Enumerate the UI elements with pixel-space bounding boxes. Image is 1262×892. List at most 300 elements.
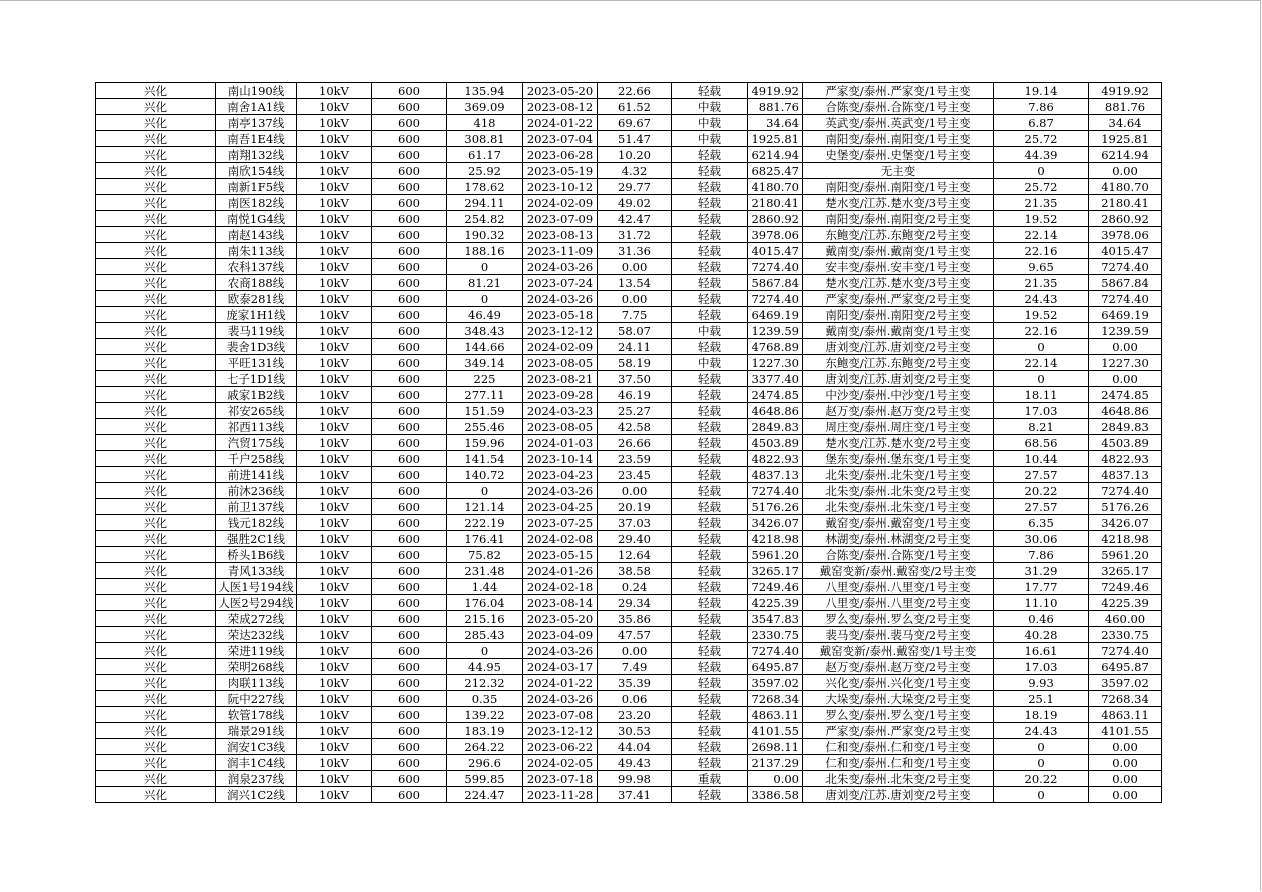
load-class-cell: 轻载: [672, 83, 748, 99]
transformer-rate-cell: 19.52: [994, 307, 1089, 323]
remaining-capacity-cell: 5176.26: [1089, 499, 1162, 515]
max-load-cell: 231.48: [447, 563, 523, 579]
voltage-cell: 10kV: [297, 611, 372, 627]
date-cell: 2024-02-08: [523, 531, 598, 547]
date-cell: 2023-07-08: [523, 707, 598, 723]
transformer-cell: 仁和变/泰州.仁和变/1号主变: [803, 739, 994, 755]
transformer-cell: 仁和变/泰州.仁和变/1号主变: [803, 755, 994, 771]
limit-cell: 600: [372, 611, 447, 627]
load-class-cell: 轻载: [672, 675, 748, 691]
region-cell: 兴化: [96, 323, 216, 339]
open-capacity-cell: 2330.75: [748, 627, 803, 643]
region-cell: 兴化: [96, 195, 216, 211]
open-capacity-cell: 1239.59: [748, 323, 803, 339]
table-row: [96, 723, 1162, 739]
table-row: [96, 467, 1162, 483]
remaining-capacity-cell: 0.00: [1089, 739, 1162, 755]
limit-cell: 600: [372, 195, 447, 211]
load-class-cell: 轻载: [672, 451, 748, 467]
region-cell: 兴化: [96, 419, 216, 435]
max-load-cell: 135.94: [447, 83, 523, 99]
load-class-cell: 轻载: [672, 227, 748, 243]
region-cell: 兴化: [96, 771, 216, 787]
transformer-rate-cell: 0: [994, 339, 1089, 355]
voltage-cell: 10kV: [297, 643, 372, 659]
max-load-cell: 1.44: [447, 579, 523, 595]
date-cell: 2023-04-23: [523, 467, 598, 483]
open-capacity-cell: 4015.47: [748, 243, 803, 259]
limit-cell: 600: [372, 467, 447, 483]
table-row: [96, 499, 1162, 515]
transformer-cell: 无主变: [803, 163, 994, 179]
open-capacity-cell: 6495.87: [748, 659, 803, 675]
date-cell: 2024-01-26: [523, 563, 598, 579]
limit-cell: 600: [372, 275, 447, 291]
limit-cell: 600: [372, 755, 447, 771]
transformer-rate-cell: 19.14: [994, 83, 1089, 99]
load-class-cell: 轻载: [672, 755, 748, 771]
load-rate-cell: 42.58: [598, 419, 672, 435]
transformer-rate-cell: 6.87: [994, 115, 1089, 131]
transformer-cell: 唐刘变/江苏.唐刘变/2号主变: [803, 787, 994, 803]
load-class-cell: 轻载: [672, 659, 748, 675]
transformer-rate-cell: 30.06: [994, 531, 1089, 547]
date-cell: 2023-12-12: [523, 723, 598, 739]
line-name-cell: 南新1F5线: [216, 179, 297, 195]
transformer-rate-cell: 25.72: [994, 131, 1089, 147]
open-capacity-cell: 0.00: [748, 771, 803, 787]
date-cell: 2023-10-12: [523, 179, 598, 195]
table-row: [96, 227, 1162, 243]
max-load-cell: 176.04: [447, 595, 523, 611]
date-cell: 2024-01-03: [523, 435, 598, 451]
transformer-cell: 安丰变/泰州.安丰变/1号主变: [803, 259, 994, 275]
load-rate-cell: 7.75: [598, 307, 672, 323]
transformer-rate-cell: 0: [994, 163, 1089, 179]
load-rate-cell: 0.00: [598, 291, 672, 307]
open-capacity-cell: 4218.98: [748, 531, 803, 547]
limit-cell: 600: [372, 147, 447, 163]
load-class-cell: 轻载: [672, 787, 748, 803]
max-load-cell: 183.19: [447, 723, 523, 739]
date-cell: 2023-08-05: [523, 419, 598, 435]
voltage-cell: 10kV: [297, 195, 372, 211]
open-capacity-cell: 7274.40: [748, 483, 803, 499]
date-cell: 2023-08-12: [523, 99, 598, 115]
load-rate-cell: 0.00: [598, 259, 672, 275]
line-name-cell: 南医182线: [216, 195, 297, 211]
load-rate-cell: 42.47: [598, 211, 672, 227]
table-row: [96, 579, 1162, 595]
date-cell: 2024-03-26: [523, 259, 598, 275]
load-class-cell: 轻载: [672, 163, 748, 179]
remaining-capacity-cell: 6469.19: [1089, 307, 1162, 323]
load-class-cell: 轻载: [672, 435, 748, 451]
load-class-cell: 轻载: [672, 691, 748, 707]
region-cell: 兴化: [96, 99, 216, 115]
remaining-capacity-cell: 3265.17: [1089, 563, 1162, 579]
max-load-cell: 121.14: [447, 499, 523, 515]
transformer-cell: 戴南变/泰州.戴南变/1号主变: [803, 323, 994, 339]
line-name-cell: 农科137线: [216, 259, 297, 275]
max-load-cell: 222.19: [447, 515, 523, 531]
table-row: [96, 739, 1162, 755]
table-row: [96, 163, 1162, 179]
load-rate-cell: 12.64: [598, 547, 672, 563]
load-rate-cell: 31.72: [598, 227, 672, 243]
line-name-cell: 南欣154线: [216, 163, 297, 179]
remaining-capacity-cell: 4101.55: [1089, 723, 1162, 739]
transformer-rate-cell: 9.93: [994, 675, 1089, 691]
open-capacity-cell: 4919.92: [748, 83, 803, 99]
load-class-cell: 重载: [672, 771, 748, 787]
line-name-cell: 润安1C3线: [216, 739, 297, 755]
load-class-cell: 轻载: [672, 611, 748, 627]
date-cell: 2023-08-13: [523, 227, 598, 243]
transformer-rate-cell: 25.1: [994, 691, 1089, 707]
open-capacity-cell: 6214.94: [748, 147, 803, 163]
table-row: [96, 547, 1162, 563]
load-rate-cell: 37.03: [598, 515, 672, 531]
remaining-capacity-cell: 7274.40: [1089, 259, 1162, 275]
remaining-capacity-cell: 2849.83: [1089, 419, 1162, 435]
transformer-rate-cell: 25.72: [994, 179, 1089, 195]
transformer-cell: 赵万变/泰州.赵万变/2号主变: [803, 659, 994, 675]
table-row: [96, 755, 1162, 771]
limit-cell: 600: [372, 179, 447, 195]
transformer-rate-cell: 0: [994, 787, 1089, 803]
load-class-cell: 轻载: [672, 467, 748, 483]
region-cell: 兴化: [96, 627, 216, 643]
line-name-cell: 荣达232线: [216, 627, 297, 643]
date-cell: 2023-05-20: [523, 83, 598, 99]
region-cell: 兴化: [96, 259, 216, 275]
open-capacity-cell: 4822.93: [748, 451, 803, 467]
limit-cell: 600: [372, 675, 447, 691]
table-row: [96, 387, 1162, 403]
line-name-cell: 青风133线: [216, 563, 297, 579]
transformer-rate-cell: 18.11: [994, 387, 1089, 403]
transformer-rate-cell: 7.86: [994, 547, 1089, 563]
max-load-cell: 264.22: [447, 739, 523, 755]
open-capacity-cell: 4837.13: [748, 467, 803, 483]
line-name-cell: 润丰1C4线: [216, 755, 297, 771]
table-row: [96, 643, 1162, 659]
line-name-cell: 肉联113线: [216, 675, 297, 691]
table-row: [96, 243, 1162, 259]
load-rate-cell: 10.20: [598, 147, 672, 163]
load-rate-cell: 24.11: [598, 339, 672, 355]
remaining-capacity-cell: 4919.92: [1089, 83, 1162, 99]
table-row: [96, 483, 1162, 499]
transformer-cell: 史堡变/泰州.史堡变/1号主变: [803, 147, 994, 163]
max-load-cell: 349.14: [447, 355, 523, 371]
region-cell: 兴化: [96, 403, 216, 419]
transformer-cell: 严家变/泰州.严家变/1号主变: [803, 83, 994, 99]
voltage-cell: 10kV: [297, 739, 372, 755]
load-rate-cell: 25.27: [598, 403, 672, 419]
line-name-cell: 人医2号294线: [216, 595, 297, 611]
voltage-cell: 10kV: [297, 403, 372, 419]
transformer-cell: 唐刘变/江苏.唐刘变/2号主变: [803, 339, 994, 355]
load-class-cell: 轻载: [672, 275, 748, 291]
transformer-rate-cell: 10.44: [994, 451, 1089, 467]
date-cell: 2023-05-18: [523, 307, 598, 323]
remaining-capacity-cell: 1239.59: [1089, 323, 1162, 339]
region-cell: 兴化: [96, 531, 216, 547]
table-row: [96, 259, 1162, 275]
table-row: [96, 627, 1162, 643]
load-rate-cell: 23.45: [598, 467, 672, 483]
transformer-cell: 合陈变/泰州.合陈变/1号主变: [803, 99, 994, 115]
table-row: [96, 515, 1162, 531]
line-name-cell: 千户258线: [216, 451, 297, 467]
remaining-capacity-cell: 2860.92: [1089, 211, 1162, 227]
voltage-cell: 10kV: [297, 787, 372, 803]
date-cell: 2024-02-05: [523, 755, 598, 771]
load-class-cell: 轻载: [672, 643, 748, 659]
line-name-cell: 裴舍1D3线: [216, 339, 297, 355]
max-load-cell: 159.96: [447, 435, 523, 451]
transformer-cell: 戴南变/泰州.戴南变/1号主变: [803, 243, 994, 259]
table-row: [96, 691, 1162, 707]
date-cell: 2023-08-05: [523, 355, 598, 371]
transformer-cell: 南阳变/泰州.南阳变/1号主变: [803, 131, 994, 147]
limit-cell: 600: [372, 451, 447, 467]
region-cell: 兴化: [96, 675, 216, 691]
max-load-cell: 75.82: [447, 547, 523, 563]
limit-cell: 600: [372, 723, 447, 739]
transformer-rate-cell: 16.61: [994, 643, 1089, 659]
max-load-cell: 178.62: [447, 179, 523, 195]
date-cell: 2024-03-26: [523, 483, 598, 499]
open-capacity-cell: 1925.81: [748, 131, 803, 147]
table-row: [96, 563, 1162, 579]
remaining-capacity-cell: 7274.40: [1089, 291, 1162, 307]
region-cell: 兴化: [96, 275, 216, 291]
date-cell: 2023-08-14: [523, 595, 598, 611]
voltage-cell: 10kV: [297, 131, 372, 147]
load-class-cell: 中载: [672, 355, 748, 371]
line-name-cell: 荣成272线: [216, 611, 297, 627]
max-load-cell: 141.54: [447, 451, 523, 467]
limit-cell: 600: [372, 115, 447, 131]
transformer-rate-cell: 0: [994, 371, 1089, 387]
transformer-cell: 赵万变/泰州.赵万变/2号主变: [803, 403, 994, 419]
max-load-cell: 44.95: [447, 659, 523, 675]
region-cell: 兴化: [96, 387, 216, 403]
region-cell: 兴化: [96, 707, 216, 723]
load-class-cell: 中载: [672, 323, 748, 339]
load-rate-cell: 61.52: [598, 99, 672, 115]
max-load-cell: 254.82: [447, 211, 523, 227]
date-cell: 2024-01-22: [523, 115, 598, 131]
open-capacity-cell: 6469.19: [748, 307, 803, 323]
remaining-capacity-cell: 2180.41: [1089, 195, 1162, 211]
transformer-rate-cell: 24.43: [994, 291, 1089, 307]
load-rate-cell: 38.58: [598, 563, 672, 579]
region-cell: 兴化: [96, 131, 216, 147]
line-name-cell: 南山190线: [216, 83, 297, 99]
remaining-capacity-cell: 5867.84: [1089, 275, 1162, 291]
open-capacity-cell: 4768.89: [748, 339, 803, 355]
voltage-cell: 10kV: [297, 179, 372, 195]
table-row: [96, 531, 1162, 547]
open-capacity-cell: 7249.46: [748, 579, 803, 595]
max-load-cell: 25.92: [447, 163, 523, 179]
load-class-cell: 轻载: [672, 739, 748, 755]
load-rate-cell: 23.20: [598, 707, 672, 723]
date-cell: 2024-01-22: [523, 675, 598, 691]
load-rate-cell: 30.53: [598, 723, 672, 739]
open-capacity-cell: 3265.17: [748, 563, 803, 579]
load-rate-cell: 35.86: [598, 611, 672, 627]
open-capacity-cell: 4863.11: [748, 707, 803, 723]
limit-cell: 600: [372, 307, 447, 323]
open-capacity-cell: 3597.02: [748, 675, 803, 691]
limit-cell: 600: [372, 211, 447, 227]
table-row: [96, 147, 1162, 163]
line-name-cell: 南朱113线: [216, 243, 297, 259]
open-capacity-cell: 3377.40: [748, 371, 803, 387]
line-name-cell: 强胜2C1线: [216, 531, 297, 547]
transformer-rate-cell: 0: [994, 739, 1089, 755]
voltage-cell: 10kV: [297, 499, 372, 515]
open-capacity-cell: 2137.29: [748, 755, 803, 771]
transformer-rate-cell: 22.16: [994, 243, 1089, 259]
transformer-cell: 严家变/泰州.严家变/2号主变: [803, 291, 994, 307]
load-rate-cell: 20.19: [598, 499, 672, 515]
region-cell: 兴化: [96, 83, 216, 99]
region-cell: 兴化: [96, 691, 216, 707]
load-rate-cell: 49.43: [598, 755, 672, 771]
line-name-cell: 前沐236线: [216, 483, 297, 499]
load-class-cell: 轻载: [672, 547, 748, 563]
region-cell: 兴化: [96, 163, 216, 179]
max-load-cell: 294.11: [447, 195, 523, 211]
open-capacity-cell: 2474.85: [748, 387, 803, 403]
max-load-cell: 0: [447, 291, 523, 307]
transformer-rate-cell: 17.03: [994, 659, 1089, 675]
transformer-rate-cell: 0.46: [994, 611, 1089, 627]
line-name-cell: 阮中227线: [216, 691, 297, 707]
table-row: [96, 355, 1162, 371]
voltage-cell: 10kV: [297, 99, 372, 115]
load-class-cell: 中载: [672, 115, 748, 131]
load-rate-cell: 35.39: [598, 675, 672, 691]
load-class-cell: 轻载: [672, 387, 748, 403]
transformer-cell: 林湖变/泰州.林湖变/2号主变: [803, 531, 994, 547]
max-load-cell: 190.32: [447, 227, 523, 243]
line-name-cell: 南赵143线: [216, 227, 297, 243]
load-rate-cell: 13.54: [598, 275, 672, 291]
voltage-cell: 10kV: [297, 451, 372, 467]
date-cell: 2023-06-28: [523, 147, 598, 163]
remaining-capacity-cell: 2330.75: [1089, 627, 1162, 643]
line-name-cell: 软管178线: [216, 707, 297, 723]
remaining-capacity-cell: 34.64: [1089, 115, 1162, 131]
region-cell: 兴化: [96, 339, 216, 355]
max-load-cell: 215.16: [447, 611, 523, 627]
line-name-cell: 祁西113线: [216, 419, 297, 435]
transformer-rate-cell: 9.65: [994, 259, 1089, 275]
load-rate-cell: 0.06: [598, 691, 672, 707]
transformer-cell: 戴窑变新/泰州.戴窑变/1号主变: [803, 643, 994, 659]
load-class-cell: 轻载: [672, 243, 748, 259]
limit-cell: 600: [372, 563, 447, 579]
region-cell: 兴化: [96, 291, 216, 307]
limit-cell: 600: [372, 131, 447, 147]
transformer-cell: 北朱变/泰州.北朱变/1号主变: [803, 467, 994, 483]
date-cell: 2023-12-12: [523, 323, 598, 339]
load-rate-cell: 29.34: [598, 595, 672, 611]
limit-cell: 600: [372, 691, 447, 707]
region-cell: 兴化: [96, 307, 216, 323]
max-load-cell: 212.32: [447, 675, 523, 691]
date-cell: 2024-03-26: [523, 643, 598, 659]
remaining-capacity-cell: 0.00: [1089, 787, 1162, 803]
line-name-cell: 南舍1A1线: [216, 99, 297, 115]
limit-cell: 600: [372, 435, 447, 451]
transformer-rate-cell: 31.29: [994, 563, 1089, 579]
table-row: [96, 675, 1162, 691]
line-name-cell: 荣明268线: [216, 659, 297, 675]
remaining-capacity-cell: 4503.89: [1089, 435, 1162, 451]
load-rate-cell: 23.59: [598, 451, 672, 467]
max-load-cell: 139.22: [447, 707, 523, 723]
transformer-rate-cell: 7.86: [994, 99, 1089, 115]
line-name-cell: 七子1D1线: [216, 371, 297, 387]
date-cell: 2023-04-09: [523, 627, 598, 643]
load-rate-cell: 22.66: [598, 83, 672, 99]
max-load-cell: 0.35: [447, 691, 523, 707]
transformer-cell: 周庄变/泰州.周庄变/1号主变: [803, 419, 994, 435]
voltage-cell: 10kV: [297, 595, 372, 611]
table-row: [96, 611, 1162, 627]
transformer-cell: 合陈变/泰州.合陈变/1号主变: [803, 547, 994, 563]
transformer-rate-cell: 18.19: [994, 707, 1089, 723]
voltage-cell: 10kV: [297, 259, 372, 275]
remaining-capacity-cell: 0.00: [1089, 371, 1162, 387]
load-rate-cell: 7.49: [598, 659, 672, 675]
line-name-cell: 桥头1B6线: [216, 547, 297, 563]
date-cell: 2023-09-28: [523, 387, 598, 403]
table-row: [96, 403, 1162, 419]
line-name-cell: 瑞景291线: [216, 723, 297, 739]
table-row: [96, 275, 1162, 291]
load-rate-cell: 31.36: [598, 243, 672, 259]
transformer-cell: 中沙变/泰州.中沙变/1号主变: [803, 387, 994, 403]
transformer-rate-cell: 6.35: [994, 515, 1089, 531]
limit-cell: 600: [372, 547, 447, 563]
limit-cell: 600: [372, 259, 447, 275]
line-name-cell: 农商188线: [216, 275, 297, 291]
open-capacity-cell: 3978.06: [748, 227, 803, 243]
remaining-capacity-cell: 0.00: [1089, 339, 1162, 355]
open-capacity-cell: 2180.41: [748, 195, 803, 211]
line-name-cell: 钱元182线: [216, 515, 297, 531]
max-load-cell: 0: [447, 259, 523, 275]
transformer-rate-cell: 22.16: [994, 323, 1089, 339]
remaining-capacity-cell: 3426.07: [1089, 515, 1162, 531]
region-cell: 兴化: [96, 227, 216, 243]
open-capacity-cell: 5867.84: [748, 275, 803, 291]
max-load-cell: 188.16: [447, 243, 523, 259]
table-row: [96, 83, 1162, 99]
transformer-cell: 北朱变/泰州.北朱变/2号主变: [803, 771, 994, 787]
transformer-cell: 东鲍变/江苏.东鲍变/2号主变: [803, 355, 994, 371]
open-capacity-cell: 34.64: [748, 115, 803, 131]
